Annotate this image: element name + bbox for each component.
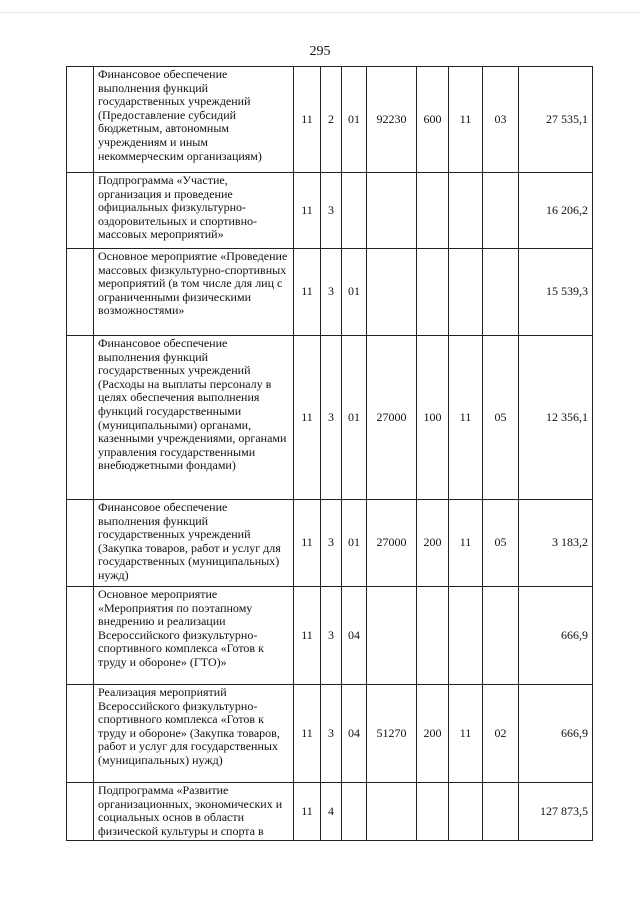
item-name-cell: Реализация мероприятий Всероссийского физкультурно-спортивного комплекса «Готов к труду и обороне» (Закупка товаров, работ и услуг для государственных (муниципальных) нужд): [94, 685, 294, 783]
item-name-cell: Подпрограмма «Участие, организация и проведение официальных физкультурно-оздоровительных и спортивно-массовых мероприятий»: [94, 173, 294, 249]
row-lead-cell: [67, 173, 94, 249]
code-cell-vr: 200: [417, 500, 449, 587]
code-cell-vr: [417, 783, 449, 841]
row-lead-cell: [67, 67, 94, 173]
code-cell-dir: 92230: [367, 67, 417, 173]
code-cell-sum: 127 873,5: [519, 783, 593, 841]
code-cell-gp: 11: [294, 500, 321, 587]
code-cell-gp: 11: [294, 336, 321, 500]
item-name-cell: Финансовое обеспечение выполнения функций государственных учреждений (Расходы на выплаты персоналу в целях обеспечения выполнения функций государственными (муниципальными) органами, казенными учреждениями, органами управления государственными внебюджетными фондами): [94, 336, 294, 500]
item-name-cell: Финансовое обеспечение выполнения функций государственных учреждений (Предоставление субсидий бюджетным, автономным учреждениям и иным некоммерческим организациям): [94, 67, 294, 173]
code-cell-sum: 16 206,2: [519, 173, 593, 249]
code-cell-pr: [483, 249, 519, 336]
table-row: [67, 67, 593, 173]
table-row: [67, 587, 593, 685]
table-row: [67, 173, 593, 249]
row-lead-cell: [67, 783, 94, 841]
code-cell-rz: [449, 173, 483, 249]
code-cell-rz: 11: [449, 685, 483, 783]
code-cell-sum: 27 535,1: [519, 67, 593, 173]
row-lead-cell: [67, 685, 94, 783]
code-cell-vr: 100: [417, 336, 449, 500]
item-name-cell: Основное мероприятие «Проведение массовых физкультурно-спортивных мероприятий (в том числе для лиц с ограниченными физическими возможностями»: [94, 249, 294, 336]
code-cell-om: 01: [342, 67, 367, 173]
code-cell-vr: [417, 249, 449, 336]
code-cell-pp: 2: [321, 67, 342, 173]
table-row: [67, 783, 593, 841]
code-cell-rz: [449, 249, 483, 336]
row-lead-cell: [67, 336, 94, 500]
code-cell-vr: [417, 587, 449, 685]
code-cell-gp: 11: [294, 685, 321, 783]
code-cell-sum: 12 356,1: [519, 336, 593, 500]
table-row: [67, 685, 593, 783]
code-cell-om: [342, 173, 367, 249]
code-cell-dir: 51270: [367, 685, 417, 783]
code-cell-dir: 27000: [367, 336, 417, 500]
table-row: [67, 336, 593, 500]
code-cell-om: 01: [342, 336, 367, 500]
code-cell-om: 04: [342, 587, 367, 685]
code-cell-pr: 02: [483, 685, 519, 783]
code-cell-dir: [367, 249, 417, 336]
code-cell-vr: 200: [417, 685, 449, 783]
row-lead-cell: [67, 500, 94, 587]
item-name-cell: Основное мероприятие «Мероприятия по поэтапному внедрению и реализации Всероссийского физкультурно-спортивного комплекса «Готов к труду и обороне» (ГТО)»: [94, 587, 294, 685]
code-cell-pp: 3: [321, 500, 342, 587]
code-cell-sum: 3 183,2: [519, 500, 593, 587]
code-cell-gp: 11: [294, 587, 321, 685]
code-cell-pr: [483, 783, 519, 841]
row-lead-cell: [67, 249, 94, 336]
code-cell-dir: [367, 587, 417, 685]
code-cell-om: 04: [342, 685, 367, 783]
code-cell-gp: 11: [294, 783, 321, 841]
code-cell-rz: 11: [449, 67, 483, 173]
code-cell-rz: [449, 783, 483, 841]
code-cell-rz: 11: [449, 336, 483, 500]
budget-table: [66, 66, 593, 841]
code-cell-sum: 666,9: [519, 685, 593, 783]
code-cell-dir: [367, 173, 417, 249]
code-cell-pp: 3: [321, 587, 342, 685]
code-cell-gp: 11: [294, 249, 321, 336]
table-row: [67, 249, 593, 336]
table-body: [67, 67, 593, 841]
scan-edge: [0, 0, 640, 13]
code-cell-dir: 27000: [367, 500, 417, 587]
code-cell-sum: 15 539,3: [519, 249, 593, 336]
row-lead-cell: [67, 587, 94, 685]
code-cell-sum: 666,9: [519, 587, 593, 685]
code-cell-dir: [367, 783, 417, 841]
code-cell-gp: 11: [294, 173, 321, 249]
code-cell-vr: 600: [417, 67, 449, 173]
code-cell-om: [342, 783, 367, 841]
code-cell-pp: 3: [321, 173, 342, 249]
page-number: 295: [309, 44, 331, 59]
code-cell-pr: [483, 173, 519, 249]
code-cell-pp: 3: [321, 685, 342, 783]
item-name-cell: Подпрограмма «Развитие организационных, экономических и социальных основ в области физической культуры и спорта в: [94, 783, 294, 841]
code-cell-vr: [417, 173, 449, 249]
code-cell-rz: 11: [449, 500, 483, 587]
code-cell-pp: 4: [321, 783, 342, 841]
code-cell-rz: [449, 587, 483, 685]
table-row: [67, 500, 593, 587]
code-cell-pr: 05: [483, 500, 519, 587]
code-cell-pr: 05: [483, 336, 519, 500]
code-cell-om: 01: [342, 249, 367, 336]
code-cell-pr: 03: [483, 67, 519, 173]
item-name-cell: Финансовое обеспечение выполнения функций государственных учреждений (Закупка товаров, работ и услуг для государственных (муниципальных) нужд): [94, 500, 294, 587]
code-cell-pr: [483, 587, 519, 685]
code-cell-om: 01: [342, 500, 367, 587]
code-cell-pp: 3: [321, 336, 342, 500]
code-cell-gp: 11: [294, 67, 321, 173]
code-cell-pp: 3: [321, 249, 342, 336]
